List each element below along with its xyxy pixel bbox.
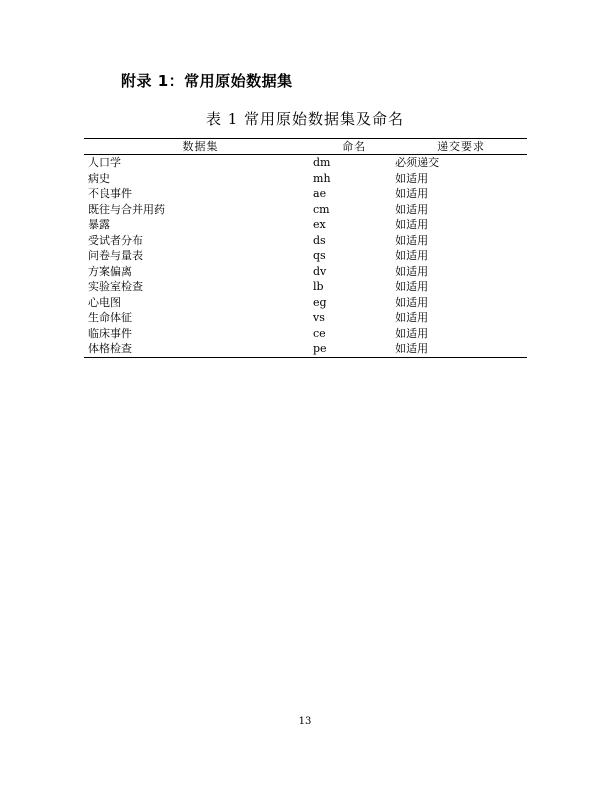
requirement-cell: 如适用	[395, 280, 429, 293]
name-cell: eg	[313, 295, 327, 309]
table-row	[84, 295, 527, 311]
header-requirement: 递交要求	[395, 139, 527, 155]
dataset-cell: 不良事件	[88, 187, 132, 200]
name-cell: qs	[313, 249, 326, 262]
dataset-cell: 人口学	[88, 156, 121, 169]
name-cell: ex	[313, 218, 326, 231]
requirement-cell: 如适用	[395, 171, 429, 185]
name-cell: ae	[313, 187, 327, 200]
table-row	[84, 171, 527, 187]
requirement-cell: 如适用	[395, 233, 429, 247]
requirement-cell: 如适用	[395, 311, 429, 324]
table-row	[84, 264, 527, 280]
dataset-cell: 方案偏离	[88, 264, 132, 278]
table-row	[84, 279, 527, 295]
dataset-cell: 心电图	[88, 295, 121, 309]
table-row	[84, 202, 527, 218]
dataset-cell: 既往与合并用药	[88, 202, 165, 216]
name-cell: cm	[313, 202, 330, 216]
dataset-cell: 暴露	[88, 218, 110, 231]
table-header-row	[84, 139, 527, 155]
name-cell: vs	[313, 311, 325, 324]
requirement-cell: 如适用	[395, 202, 429, 216]
header-name: 命名	[313, 139, 395, 155]
name-cell: dv	[313, 264, 327, 278]
dataset-cell: 受试者分布	[88, 233, 143, 247]
name-cell: ds	[313, 233, 326, 247]
table-row	[84, 186, 527, 202]
requirement-cell: 如适用	[395, 326, 429, 340]
name-cell: pe	[313, 341, 395, 357]
name-cell: ce	[313, 326, 326, 340]
dataset-cell: 生命体征	[88, 311, 132, 324]
requirement-cell: 必须递交	[395, 156, 440, 169]
requirement-cell: 如适用	[395, 187, 429, 200]
requirement-cell: 如适用	[395, 295, 429, 309]
requirement-cell: 如适用	[395, 218, 429, 231]
table-row	[84, 155, 527, 171]
dataset-cell: 体格检查	[84, 341, 313, 357]
page-number: 13	[298, 716, 312, 727]
requirement-cell: 如适用	[395, 341, 527, 357]
requirement-cell: 如适用	[395, 249, 429, 262]
table-row	[84, 233, 527, 249]
table-row	[84, 310, 527, 326]
table-row	[84, 341, 527, 357]
name-cell: dm	[313, 156, 331, 169]
dataset-cell: 问卷与量表	[88, 249, 143, 262]
table-caption: 表 1 常用原始数据集及命名	[205, 110, 405, 128]
table-row	[84, 248, 527, 264]
appendix-heading: 附录 1：常用原始数据集	[121, 72, 293, 90]
name-cell: lb	[313, 280, 324, 293]
dataset-cell: 临床事件	[88, 326, 132, 340]
header-dataset: 数据集	[84, 139, 313, 155]
table-row	[84, 326, 527, 342]
dataset-cell: 病史	[88, 171, 110, 185]
requirement-cell: 如适用	[395, 264, 429, 278]
table-row	[84, 217, 527, 233]
name-cell: mh	[313, 171, 331, 185]
dataset-table	[84, 138, 527, 358]
dataset-cell: 实验室检查	[88, 280, 143, 293]
